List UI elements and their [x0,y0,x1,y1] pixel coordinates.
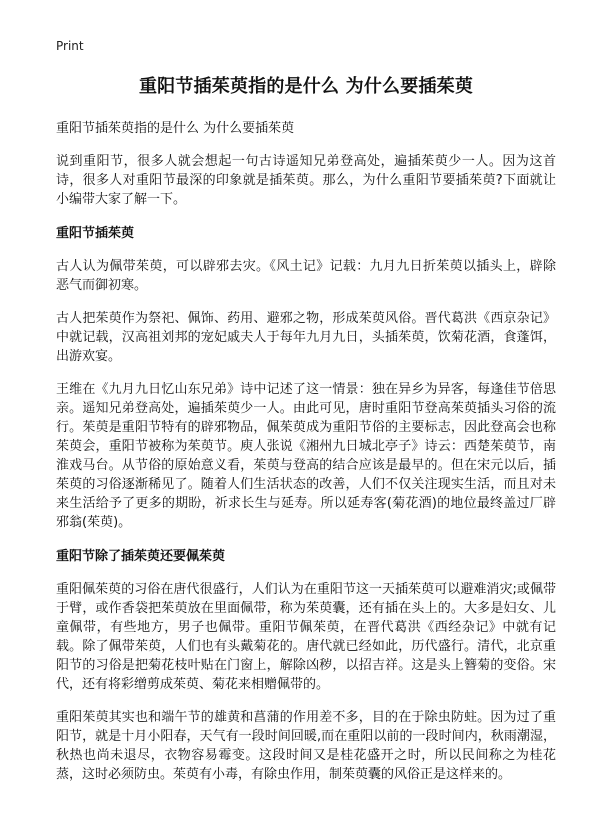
print-link[interactable]: Print [56,39,84,53]
page-title: 重阳节插茱萸指的是什么 为什么要插茱萸 [138,76,474,97]
intro-paragraph: 说到重阳节，很多人就会想起一句古诗遥知兄弟登高处，遍插茱萸少一人。因为这首诗，很多人对重阳节最深的印象就是插茱萸。那么，为什么重阳节要插茱萸?下面就让小编带大家了解一下。 [56,154,556,207]
article-subtitle: 重阳节插茱萸指的是什么 为什么要插茱萸 [56,121,295,136]
paragraph: 古人认为佩带茱萸，可以辟邪去灾。《风土记》记载：九月九日折茱萸以插头上，辟除恶气而御初寒。 [56,259,556,293]
document-page [56,38,556,784]
section-heading-chazhuyu: 重阳节插茱萸 [56,226,135,241]
paragraph: 古人把茱萸作为祭祀、佩饰、药用、避邪之物，形成茱萸风俗。晋代葛洪《西京杂记》中就记载，汉高祖刘邦的宠妃戚夫人于每年九月九日，头插茱萸，饮菊花酒，食蓬饵，出游欢宴。 [56,311,556,364]
section-heading-peizhuyu: 重阳节除了插茱萸还要佩茱萸 [56,549,226,564]
paragraph: 王维在《九月九日忆山东兄弟》诗中记述了这一情景：独在异乡为异客，每逢佳节倍思亲。遥知兄弟登高处，遍插茱萸少一人。由此可见，唐时重阳节登高茱萸插头习俗的流行。茱萸是重阳节特有的辟邪物品，佩茱萸成为重阳节俗的主要标志，因此登高会也称茱萸会，重阳节被称为茱萸节。庾人张说《湘州九日城北亭子》诗云：西楚茱萸节，南淮戏马台。从节俗的原始意义看，茱萸与登高的结合应该是最早的。但在宋元以后，插茱萸的习俗逐渐稀见了。随着人们生活状态的改善，人们不仅关注现实生活，而且对未来生活给予了更多的期盼，祈求长生与延寿。所以延寿客(菊花酒)的地位最终盖过厂辟邪翁(茱萸)。 [56,382,556,530]
paragraph: 重阳佩茱萸的习俗在唐代很盛行，人们认为在重阳节这一天插茱萸可以避难消灾;或佩带于臂，或作香袋把茱萸放在里面佩带，称为茱萸囊，还有插在头上的。大多是妇女、儿童佩带，有些地方，男子也佩带。重阳节佩茱萸，在晋代葛洪《西经杂记》中就有记载。除了佩带茱萸，人们也有头戴菊花的。唐代就已经如此，历代盛行。清代，北京重阳节的习俗是把菊花枝叶贴在门窗上，解除凶秽，以招吉祥。这是头上簪菊的变俗。宋代，还有将彩缯剪成茱萸、菊花来相赠佩带的。 [56,582,556,692]
paragraph: 重阳茱萸其实也和端午节的雄黄和菖蒲的作用差不多，目的在于除虫防蛀。因为过了重阳节，就是十月小阳春，天气有一段时间回暖,而在重阳以前的一段时间内，秋雨潮湿，秋热也尚未退尽，衣物容易霉变。这段时间又是桂花盛开之时，所以民间称之为桂花蒸，这时必须防虫。茱萸有小毒，有除虫作用，制茱萸囊的风俗正是这样来的。 [56,710,556,782]
